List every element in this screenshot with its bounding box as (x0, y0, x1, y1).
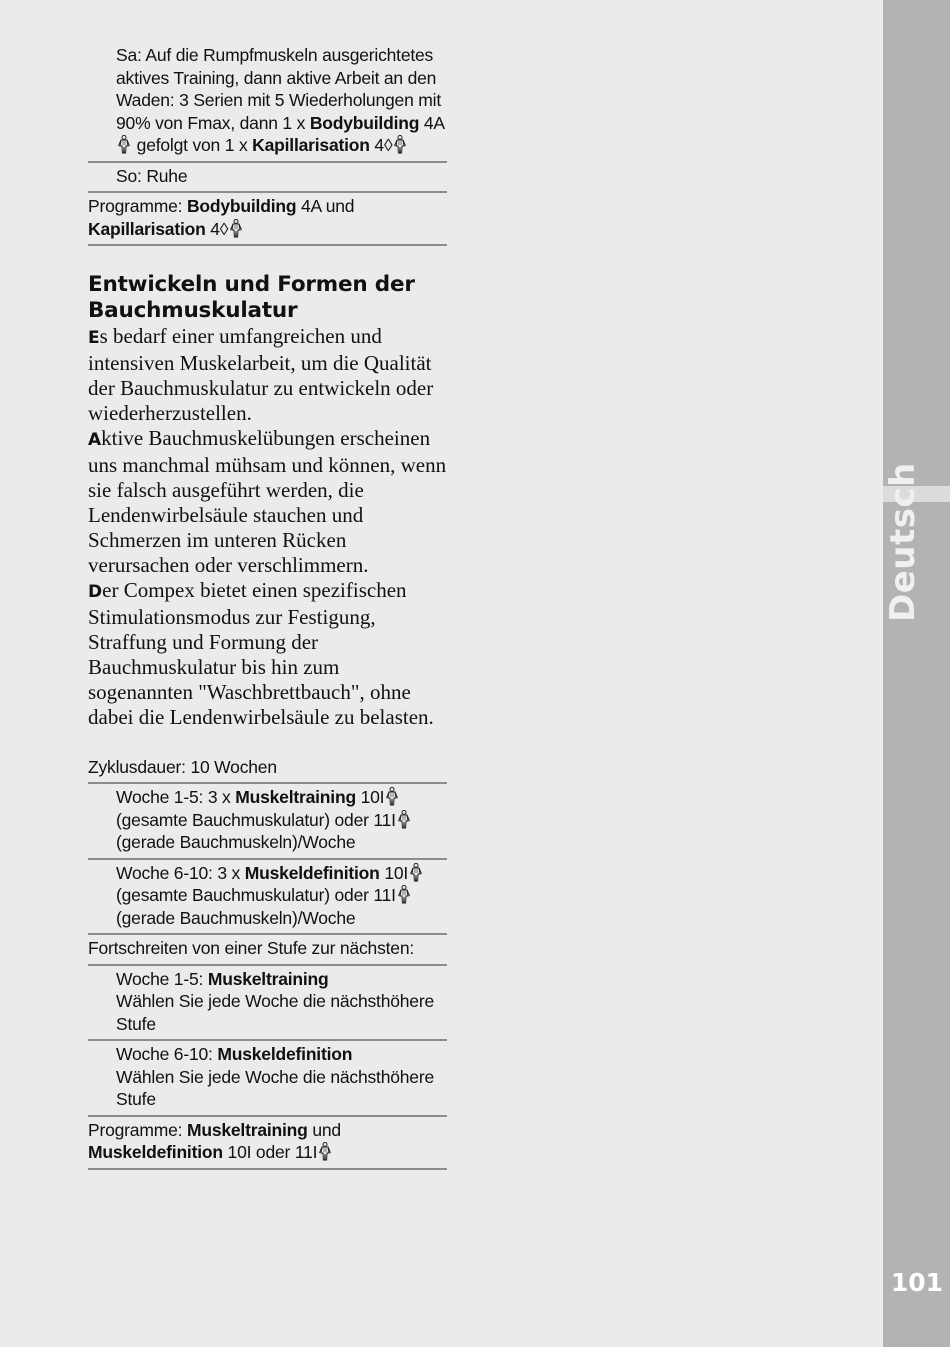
paragraph: Es bedarf einer umfangreichen und intensiven Muskelarbeit, um die Qualität der Bauchmuskulatur zu entwickeln oder wiederherzustellen. (88, 324, 434, 425)
saturday-cell: Sa: Auf die Rumpfmuskeln ausgerichtetes aktives Training, dann aktive Arbeit an den Waden: 3 Serien mit 5 Wiederholungen mit 90% von Fmax, dann 1 x Bodybuilding 4A gefolgt von 1 x Kapillarisation 4◊ (88, 44, 447, 163)
body-figure-icon (385, 787, 399, 806)
section-heading: Entwickeln und Formen der Bauchmuskulatur (88, 272, 415, 323)
progression-cell: Fortschreiten von einer Stufe zur nächsten: (88, 935, 447, 966)
week-1-5-cell: Woche 1-5: 3 x Muskeltraining 10I (gesamte Bauchmuskulatur) oder 11I (gerade Bauchmuskeln)/Woche (88, 784, 447, 860)
body-figure-icon (397, 885, 411, 904)
language-label: Deutsch (883, 462, 923, 622)
content-column (88, 44, 447, 1170)
paragraph: Der Compex bietet einen spezifischen Stimulationsmodus zur Festigung, Straffung und Formung der Bauchmuskulatur bis hin zum sogenannten "Waschbrettbauch", ohne dabei die Lendenwirbelsäule zu belasten. (88, 578, 434, 729)
programs-cell: Programme: Muskeltraining und Muskeldefinition 10I oder 11I (88, 1117, 447, 1170)
body-figure-icon (397, 810, 411, 829)
step-1-cell: Woche 1-5: Muskeltraining Wählen Sie jede Woche die nächsthöhere Stufe (88, 966, 447, 1042)
body-figure-icon (318, 1142, 332, 1161)
page-number: 101 (890, 1268, 943, 1297)
step-2-cell: Woche 6-10: Muskeldefinition Wählen Sie jede Woche die nächsthöhere Stufe (88, 1041, 447, 1117)
programs-cell: Programme: Bodybuilding 4A und Kapillarisation 4◊ (88, 193, 447, 246)
paragraph: Aktive Bauchmuskelübungen erscheinen uns manchmal mühsam und können, wenn sie falsch ausgeführt werden, die Lendenwirbelsäule stauchen und Schmerzen im unteren Rücken verursachen oder verschlimmern. (88, 426, 447, 577)
body-figure-icon (117, 135, 131, 154)
sunday-cell: So: Ruhe (88, 163, 447, 194)
cycle-duration: Zyklusdauer: 10 Wochen (88, 756, 447, 784)
body-figure-icon (409, 863, 423, 882)
side-tab (883, 0, 950, 1347)
body-figure-icon (393, 135, 407, 154)
week-6-10-cell: Woche 6-10: 3 x Muskeldefinition 10I (gesamte Bauchmuskulatur) oder 11I (gerade Bauchmuskeln)/Woche (88, 860, 447, 936)
body-figure-icon (229, 219, 243, 238)
